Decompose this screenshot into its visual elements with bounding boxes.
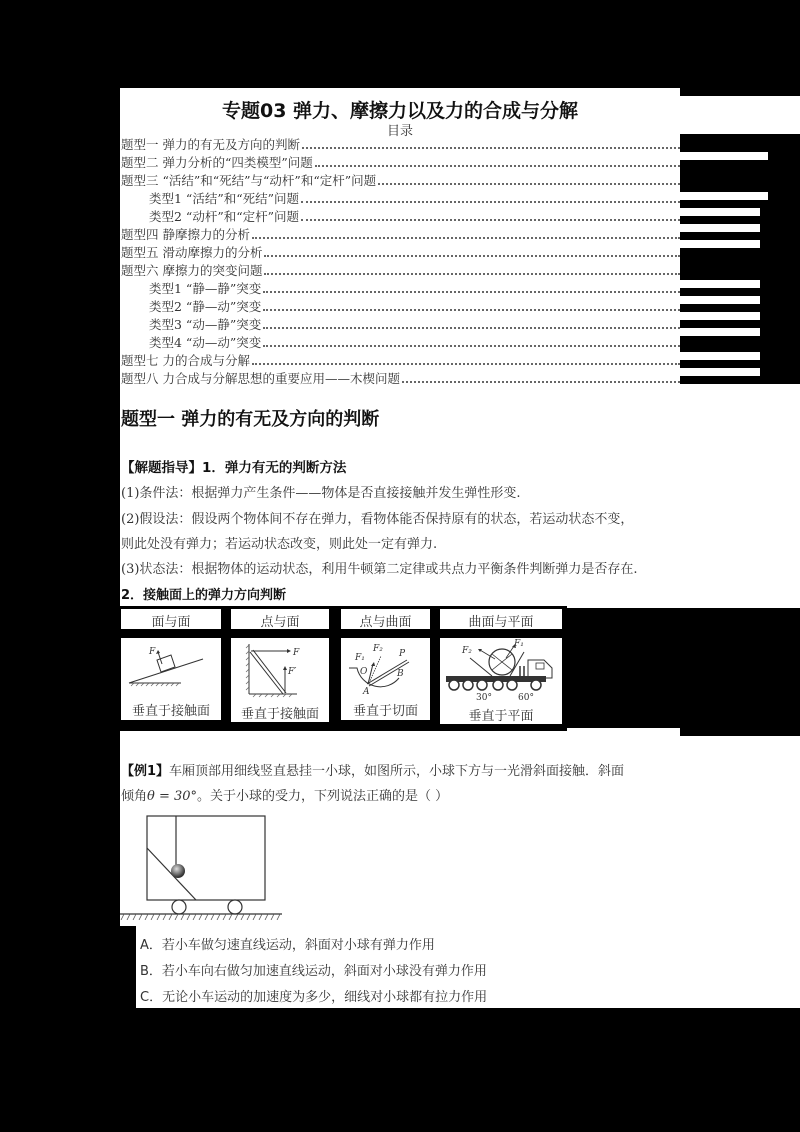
- table-header-cell: [341, 609, 430, 629]
- page-strip-top-right: [680, 96, 800, 134]
- toc-leader-dots: [252, 226, 680, 239]
- toc-leader-dots: [263, 298, 680, 311]
- document-title: 专题03 弹力、摩擦力以及力的合成与分解: [221, 100, 579, 122]
- svg-text:O: O: [360, 667, 368, 677]
- toc-item-label: 类型1 “静—静”突变: [149, 281, 262, 296]
- svg-text:F′: F′: [288, 667, 297, 677]
- toc-item[interactable]: [121, 172, 680, 190]
- toc-strip: [680, 192, 768, 200]
- toc-strip: [680, 152, 768, 160]
- toc-item-label: 题型二 弹力分析的“四类模型”问题: [121, 155, 313, 170]
- toc-leader-dots: [263, 280, 680, 293]
- example-text-post: 。关于小球的受力，下列说法正确的是（ ）: [197, 789, 449, 804]
- toc-item[interactable]: [149, 298, 680, 316]
- guide-heading: 【解题指导】1．弹力有无的判断方法: [121, 460, 347, 476]
- toc-item[interactable]: [121, 370, 680, 388]
- example-question-line2: [121, 785, 448, 804]
- toc-leader-dots: [263, 316, 680, 329]
- toc-item-label: 题型四 静摩擦力的分析: [121, 227, 250, 242]
- page-table-gap: [567, 728, 680, 736]
- toc-strip: [680, 352, 760, 360]
- section-title: 题型一 弹力的有无及方向的判断: [121, 409, 380, 430]
- toc-item-label: 类型1 “活结”和“死结”问题: [149, 191, 299, 206]
- table-caption: 垂直于平面: [468, 709, 534, 724]
- table-header-label: 曲面与平面: [468, 615, 534, 630]
- toc-strip: [680, 368, 760, 376]
- toc-leader-dots: [264, 244, 680, 257]
- option-c[interactable]: C．无论小车运动的加速度为多少，细线对小球都有拉力作用: [140, 990, 488, 1005]
- paragraph: (2)假设法：假设两个物体间不存在弹力，看物体能否保持原有的状态，若运动状态不变，: [121, 512, 634, 527]
- svg-text:F₁: F₁: [514, 639, 524, 649]
- toc-item[interactable]: [121, 244, 680, 262]
- toc-item[interactable]: [121, 262, 680, 280]
- toc-item[interactable]: [149, 208, 680, 226]
- example-question: [121, 760, 624, 779]
- paragraph: (3)状态法：根据物体的运动状态，利用牛顿第二定律或共点力平衡条件判断弹力是否存在.: [121, 562, 638, 577]
- svg-text:A: A: [363, 687, 370, 697]
- table-caption: 垂直于接触面: [131, 704, 210, 719]
- toc-item-label: 题型五 滑动摩擦力的分析: [121, 245, 263, 260]
- toc-strip: [680, 328, 760, 336]
- toc-item[interactable]: [121, 226, 680, 244]
- table-header-cell: [440, 609, 562, 629]
- toc-item[interactable]: [121, 352, 680, 370]
- toc-item-label: 类型2 “静—动”突变: [149, 299, 262, 314]
- theta-value: θ = 30°: [147, 789, 198, 804]
- table-body-cell: [440, 638, 562, 724]
- toc-item-label: 类型2 “动杆”和“定杆”问题: [149, 209, 299, 224]
- svg-text:30°: 30°: [476, 693, 492, 702]
- svg-text:P: P: [399, 649, 406, 659]
- svg-text:60°: 60°: [518, 693, 534, 702]
- table-header-cell: [231, 609, 329, 629]
- table-header-label: 点与曲面: [359, 615, 412, 630]
- truck-with-pipe-figure: [440, 638, 562, 702]
- table-caption: 垂直于接触面: [240, 707, 319, 722]
- example-tag: 【例1】: [121, 764, 170, 779]
- toc-leader-dots: [263, 334, 680, 347]
- toc-strip: [680, 312, 760, 320]
- option-a[interactable]: A．若小车做匀速直线运动，斜面对小球有弹力作用: [140, 938, 435, 953]
- svg-text:F: F: [293, 648, 300, 658]
- block-on-incline-figure: [121, 638, 221, 698]
- toc-item[interactable]: [149, 316, 680, 334]
- table-body-cell: [341, 638, 430, 720]
- toc-leader-dots: [301, 190, 680, 203]
- table-body-cell: [121, 638, 221, 720]
- svg-text:F: F: [149, 647, 156, 657]
- toc-item-label: 类型4 “动—动”突变: [149, 335, 262, 350]
- svg-text:F₂: F₂: [373, 644, 383, 654]
- table-caption: 垂直于切面: [352, 704, 418, 719]
- toc-heading: 目录: [386, 124, 413, 139]
- toc-leader-dots: [302, 136, 680, 149]
- toc-leader-dots: [252, 352, 680, 365]
- table-header-label: 面与面: [151, 615, 191, 630]
- sub-heading: 2．接触面上的弹力方向判断: [121, 588, 287, 603]
- toc-item[interactable]: [149, 334, 680, 352]
- svg-text:F₁: F₁: [355, 653, 365, 663]
- table-header-label: 点与面: [260, 615, 300, 630]
- toc-leader-dots: [301, 208, 680, 221]
- toc-item[interactable]: [149, 190, 680, 208]
- toc-strip: [680, 224, 760, 232]
- toc-item-label: 类型3 “动—静”突变: [149, 317, 262, 332]
- toc-strip: [680, 296, 760, 304]
- option-b[interactable]: B．若小车向右做匀加速直线运动，斜面对小球没有弹力作用: [140, 964, 487, 979]
- cart-figure: [118, 810, 288, 920]
- toc-item-label: 题型八 力合成与分解思想的重要应用——木楔问题: [121, 371, 400, 386]
- example-text-line1: 车厢顶部用细线竖直悬挂一小球，如图所示，小球下方与一光滑斜面接触．斜面: [169, 764, 625, 779]
- ball-icon: [171, 864, 185, 878]
- paragraph: 则此处没有弹力；若运动状态改变，则此处一定有弹力.: [121, 537, 438, 552]
- toc-strip: [680, 208, 760, 216]
- toc-leader-dots: [315, 154, 680, 167]
- rod-in-bowl-figure: [341, 638, 430, 698]
- example-text-pre: 倾角: [121, 789, 148, 804]
- paragraph: (1)条件法：根据弹力产生条件——物体是否直接接触并发生弹性形变.: [121, 486, 521, 501]
- toc-item-label: 题型三 “活结”和“死结”与“动杆”和“定杆”问题: [121, 173, 377, 188]
- toc-item-label: 题型一 弹力的有无及方向的判断: [121, 137, 300, 152]
- svg-text:F₂: F₂: [462, 646, 472, 656]
- toc-item[interactable]: [121, 136, 680, 154]
- svg-text:B: B: [397, 669, 404, 679]
- toc-strip: [680, 240, 760, 248]
- toc-leader-dots: [402, 370, 680, 383]
- toc-item[interactable]: [121, 154, 680, 172]
- toc-item[interactable]: [149, 280, 680, 298]
- rod-against-wall-figure: [231, 638, 329, 702]
- toc-leader-dots: [378, 172, 680, 185]
- toc-item-label: 题型七 力的合成与分解: [121, 353, 250, 368]
- toc-leader-dots: [264, 262, 680, 275]
- toc-strip: [680, 280, 760, 288]
- toc-item-label: 题型六 摩擦力的突变问题: [121, 263, 263, 278]
- table-header-cell: [121, 609, 221, 629]
- table-body-cell: [231, 638, 329, 722]
